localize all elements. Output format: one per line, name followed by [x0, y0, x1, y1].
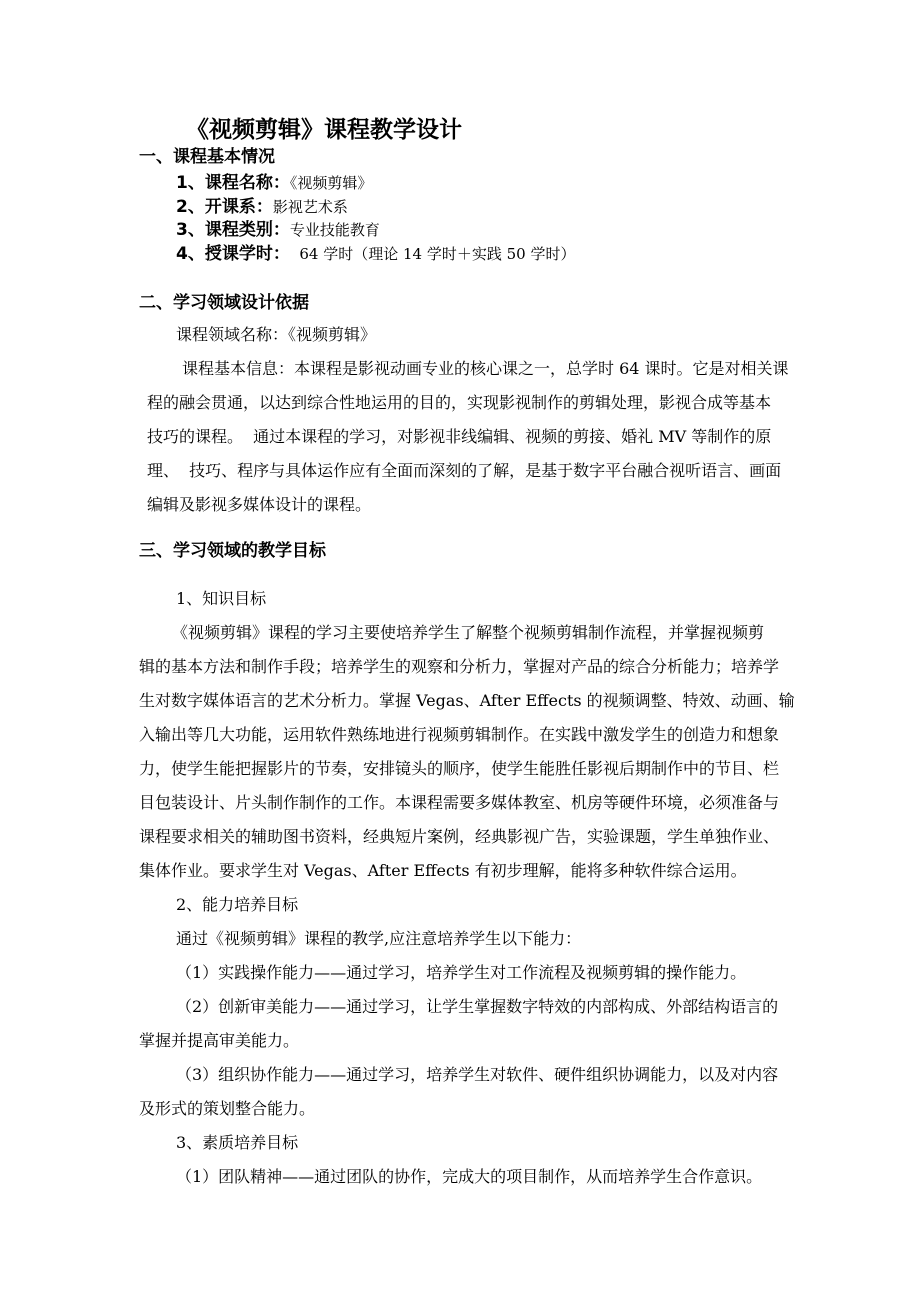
section-1-heading: 一、课程基本情况 [139, 147, 275, 167]
info-item-course-name [176, 175, 372, 192]
info-label: 1、课程名称： [176, 173, 290, 193]
info-item-hours [176, 246, 575, 263]
info-value: 影视艺术系 [272, 198, 348, 216]
paragraph-line: 入输出等几大功能，运用软件熟练地进行视频剪辑制作。在实践中激发学生的创造力和想象 [139, 725, 780, 744]
info-value: 《视频剪辑》 [289, 174, 373, 192]
info-value: 专业技能教育 [289, 221, 380, 239]
paragraph-line: 理、 技巧、程序与具体运作应有全面而深刻的了解，是基于数字平台融合视听语言、画面 [147, 461, 782, 480]
info-label: 3、课程类别： [176, 220, 290, 240]
paragraph-line: （3）组织协作能力——通过学习，培养学生对软件、硬件组织协调能力，以及对内容 [176, 1065, 779, 1084]
paragraph-line: 辑的基本方法和制作手段；培养学生的观察和分析力，掌握对产品的综合分析能力；培养学 [139, 657, 780, 676]
info-item-department [176, 199, 348, 216]
subheading: 2、能力培养目标 [176, 895, 299, 914]
info-label: 2、开课系： [176, 197, 273, 217]
document-title: 《视频剪辑》课程教学设计 [186, 117, 462, 143]
info-value: 64 学时（理论 14 学时＋实践 50 学时） [289, 245, 576, 263]
paragraph-line: 技巧的课程。 通过本课程的学习，对影视非线编辑、视频的剪接、婚礼 MV 等制作的原 [147, 427, 772, 446]
paragraph-line: 及形式的策划整合能力。 [139, 1099, 316, 1118]
paragraph-line: 集体作业。要求学生对 Vegas、After Effects 有初步理解，能将多种软件综合运用。 [139, 861, 747, 880]
paragraph-line: 通过《视频剪辑》课程的教学,应注意培养学生以下能力： [176, 929, 582, 948]
paragraph-line: 掌握并提高审美能力。 [139, 1031, 300, 1050]
section-2-heading: 二、学习领域设计依据 [139, 293, 309, 313]
subheading: 1、知识目标 [176, 589, 267, 608]
info-label: 4、授课学时： [176, 244, 290, 264]
section-3-heading: 三、学习领域的教学目标 [139, 541, 326, 561]
subheading: 3、素质培养目标 [176, 1133, 299, 1152]
paragraph-line: 编辑及影视多媒体设计的课程。 [147, 495, 372, 514]
info-item-category [176, 222, 380, 239]
paragraph-line: （1）团队精神——通过团队的协作，完成大的项目制作，从而培养学生合作意识。 [176, 1167, 763, 1186]
paragraph-line: 目包装设计、片头制作制作的工作。本课程需要多媒体教室、机房等硬件环境，必须准备与 [139, 793, 780, 812]
paragraph-line: 生对数字媒体语言的艺术分析力。掌握 Vegas、After Effects 的视频调整、特效、动画、输 [139, 691, 795, 710]
paragraph-line: 程的融会贯通，以达到综合性地运用的目的，实现影视制作的剪辑处理，影视合成等基本 [147, 393, 772, 412]
paragraph-line: （2）创新审美能力——通过学习，让学生掌握数字特效的内部构成、外部结构语言的 [176, 997, 779, 1016]
paragraph-line: 课程领域名称：《视频剪辑》 [176, 325, 377, 344]
paragraph-line: 课程要求相关的辅助图书资料，经典短片案例，经典影视广告，实验课题，学生单独作业、 [139, 827, 780, 846]
paragraph-line: 力，使学生能把握影片的节奏，安排镜头的顺序，使学生能胜任影视后期制作中的节目、栏 [139, 759, 780, 778]
paragraph-line: 《视频剪辑》课程的学习主要使培养学生了解整个视频剪辑制作流程，并掌握视频剪 [172, 623, 765, 642]
paragraph-line: （1）实践操作能力——通过学习，培养学生对工作流程及视频剪辑的操作能力。 [176, 963, 747, 982]
paragraph-line: 课程基本信息：本课程是影视动画专业的核心课之一，总学时 64 课时。它是对相关课 [182, 359, 789, 378]
